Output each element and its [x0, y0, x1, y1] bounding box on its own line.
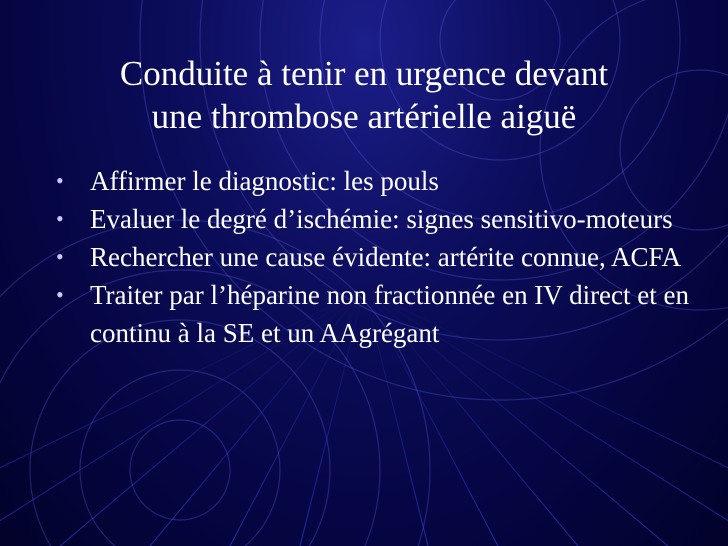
- bullet-text: Traiter par l’héparine non fractionnée en IV direct et en continu à la SE et un AAgrégant: [90, 280, 689, 348]
- bullet-item: [56, 238, 696, 276]
- bullet-item: [56, 162, 696, 200]
- bullet-text: Rechercher une cause évidente: artérite connue, ACFA: [90, 242, 681, 272]
- bullet-list: [56, 162, 696, 352]
- bullet-text: Evaluer le degré d’ischémie: signes sensitivo-moteurs: [90, 204, 673, 234]
- bullet-marker-icon: •: [56, 206, 64, 231]
- bullet-marker-icon: •: [56, 282, 64, 307]
- bullet-marker-icon: •: [56, 244, 64, 269]
- slide-title-line-2: une thrombose artérielle aiguë: [151, 97, 577, 136]
- slide-title: [40, 52, 688, 138]
- bullet-marker-icon: •: [56, 168, 64, 193]
- slide-title-line-1: Conduite à tenir en urgence devant: [119, 54, 609, 93]
- bullet-text: Affirmer le diagnostic: les pouls: [90, 166, 439, 196]
- bullet-item: [56, 276, 696, 352]
- bullet-item: [56, 200, 696, 238]
